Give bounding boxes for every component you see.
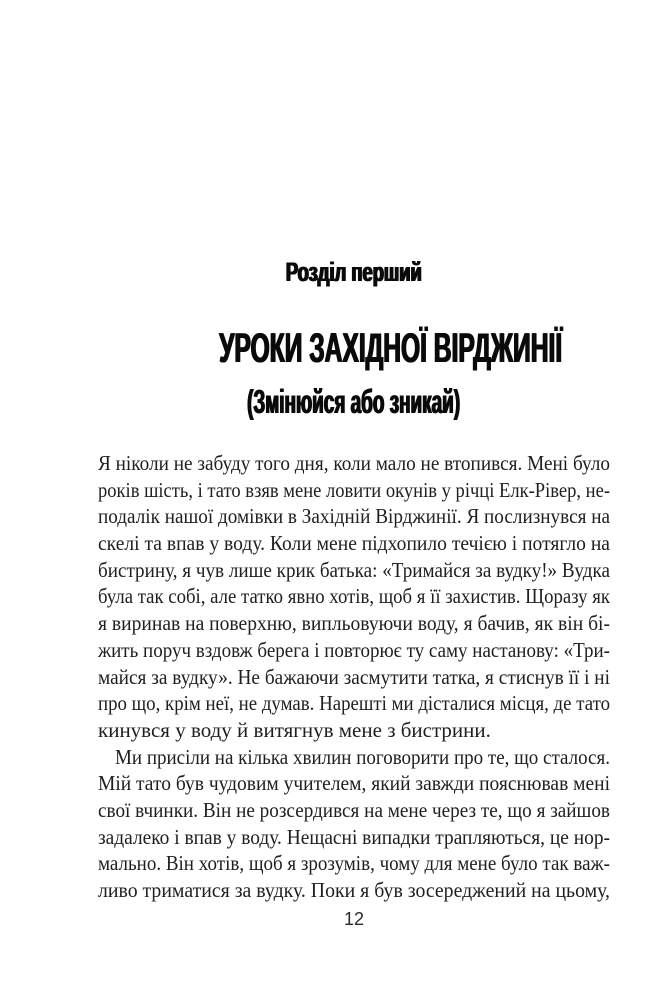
body-line <box>98 664 610 691</box>
body-line-text: Мій тато був чудовим учителем, який завжди пояснював мені <box>98 771 610 796</box>
body-line-text: кинувся у воду й витягнув мене з бистрини. <box>98 717 491 742</box>
body-line-text: я виринав на поверхню, випльовуючи воду, я бачив, як він бі- <box>98 611 610 636</box>
body-line-text: майся за вудку». Не бажаючи засмутити татка, я стиснув її і ні <box>98 664 610 689</box>
body-line <box>115 744 610 771</box>
body-line-text: Ми присіли на кілька хвилин поговорити про те, що сталося. <box>115 744 610 769</box>
body-line <box>98 530 610 557</box>
body-line <box>98 450 610 477</box>
body-line-text: бистрину, я чув лише крик батька: «Тримайся за вудку!» Вудка <box>98 557 610 582</box>
body-text <box>98 450 610 904</box>
body-line-text: про що, крім неї, не думав. Нарешті ми дісталися місця, де тато <box>98 691 610 716</box>
chapter-title-text: УРОКИ ЗАХІДНОЇ ВІРДЖИНІЇ <box>219 324 563 371</box>
body-line <box>98 690 610 717</box>
body-line <box>98 717 610 744</box>
body-line-text: років шість, і тато взяв мене ловити окунів у річці Елк-Рівер, не- <box>98 477 610 502</box>
chapter-title <box>98 325 610 371</box>
body-line-text: Я ніколи не забуду того дня, коли мало не втопився. Мені було <box>98 451 610 475</box>
body-line-text: свої вчинки. Він не розсердився на мене через те, що я зайшов <box>98 797 610 822</box>
chapter-subtitle <box>98 382 610 422</box>
body-line <box>98 877 610 904</box>
chapter-label <box>98 256 610 288</box>
body-line-text: мально. Він хотів, щоб я зрозумів, чому для мене було так важ- <box>98 851 610 876</box>
body-line <box>98 824 610 851</box>
body-line <box>98 477 610 504</box>
page-number-text: 12 <box>343 909 365 929</box>
body-line-text: була так собі, але татко явно хотів, щоб я її захистив. Щоразу як <box>98 584 610 609</box>
body-line <box>98 557 610 584</box>
body-line <box>98 637 610 664</box>
body-line-text: скелі та впав у воду. Коли мене підхопило течією і потягло на <box>98 531 610 556</box>
body-line <box>98 610 610 637</box>
body-line-text: жить поруч вздовж берега і повторює ту саму настанову: «Три- <box>98 637 610 662</box>
body-line <box>98 850 610 877</box>
body-line <box>98 797 610 824</box>
body-line <box>98 503 610 530</box>
body-line-text: задалеко і впав у воду. Нещасні випадки трапляються, це нор- <box>98 824 610 849</box>
body-line-text: ливо триматися за вудку. Поки я був зосереджений на цьому, <box>98 878 610 902</box>
body-line-text: подалік нашої домівки в Західній Вірджинії. Я послизнувся на <box>98 504 610 529</box>
page-number <box>98 908 610 930</box>
chapter-subtitle-text: (Змінюйся або зникай) <box>247 383 461 420</box>
body-line <box>98 583 610 610</box>
body-line <box>98 770 610 797</box>
chapter-label-text: Розділ перший <box>286 257 422 287</box>
